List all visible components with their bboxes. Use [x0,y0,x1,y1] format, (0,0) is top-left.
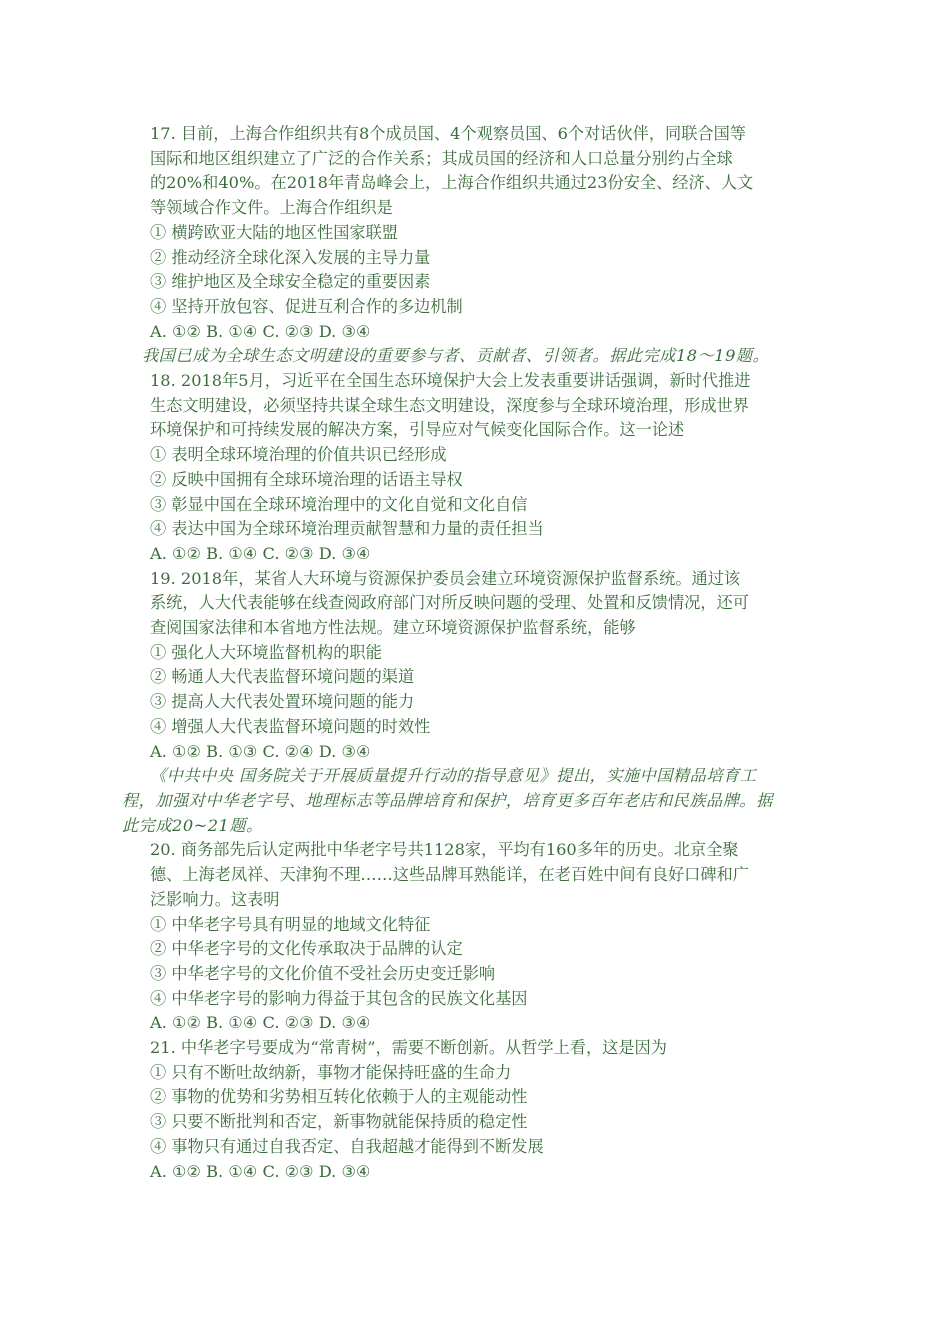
option-4: ④ 事物只有通过自我否定、自我超越才能得到不断发展 [150,1136,544,1156]
option-3: ③ 中华老字号的文化价值不受社会历史变迁影响 [150,963,496,983]
document-page [122,122,818,1184]
option-3: ③ 彰显中国在全球环境治理中的文化自觉和文化自信 [150,494,528,514]
option-3: ③ 提高人大代表处置环境问题的能力 [150,692,415,712]
question-17 [150,122,818,344]
question-21 [150,1036,818,1184]
option-3: ③ 维护地区及全球安全稳定的重要因素 [150,272,431,292]
option-1: ① 横跨欧亚大陆的地区性国家联盟 [150,222,398,242]
answer-choices: A. ①② B. ①④ C. ②③ D. ③④ [150,321,371,341]
question-stem-line: 17. 目前，上海合作组织共有8个成员国、4个观察员国、6个对话伙伴，同联合国等 [150,124,746,143]
intro-line: 《中共中央 国务院关于开展质量提升行动的指导意见》提出，实施中国精品培育工 [150,766,757,786]
answer-choices: A. ①② B. ①④ C. ②③ D. ③④ [150,543,371,563]
option-3: ③ 只要不断批判和否定，新事物就能保持质的稳定性 [150,1112,528,1132]
answer-choices: A. ①② B. ①③ C. ②④ D. ③④ [150,741,371,761]
option-1: ① 中华老字号具有明显的地域文化特征 [150,914,431,934]
question-stem-line: 查阅国家法律和本省地方性法规。建立环境资源保护监督系统，能够 [150,618,636,638]
option-2: ② 反映中国拥有全球环境治理的话语主导权 [150,469,463,489]
question-stem-line: 的20%和40%。在2018年青岛峰会上，上海合作组织共通过23份安全、经济、人文 [150,173,754,193]
intro-line: 此完成20~21题。 [122,815,263,835]
question-stem-line: 德、上海老凤祥、天津狗不理……这些品牌耳熟能详，在老百姓中间有良好口碑和广 [150,865,749,885]
question-stem-line: 等领域合作文件。上海合作组织是 [150,198,393,218]
section-intro-18-19: 我国已成为全球生态文明建设的重要参与者、贡献者、引领者。据此完成18～19题。 [142,346,770,366]
question-stem-line: 泛影响力。这表明 [150,889,280,909]
question-stem-line: 18. 2018年5月，习近平在全国生态环境保护大会上发表重要讲话强调，新时代推进 [150,371,751,391]
answer-choices: A. ①② B. ①④ C. ②③ D. ③④ [150,1013,371,1033]
option-2: ② 事物的优势和劣势相互转化依赖于人的主观能动性 [150,1087,528,1107]
question-stem-line: 环境保护和可持续发展的解决方案，引导应对气候变化国际合作。这一论述 [150,420,685,440]
question-19 [150,567,818,765]
question-stem-line: 生态文明建设，必须坚持共谋全球生态文明建设，深度参与全球环境治理，形成世界 [150,395,749,415]
answer-choices: A. ①② B. ①④ C. ②③ D. ③④ [150,1161,371,1181]
option-4: ④ 表达中国为全球环境治理贡献智慧和力量的责任担当 [150,519,544,539]
option-2: ② 中华老字号的文化传承取决于品牌的认定 [150,939,463,959]
question-18 [150,369,818,567]
question-stem-line: 21. 中华老字号要成为“常青树”，需要不断创新。从哲学上看，这是因为 [150,1038,667,1058]
section-intro-20-21 [122,764,818,838]
question-stem-line: 国际和地区组织建立了广泛的合作关系；其成员国的经济和人口总量分别约占全球 [150,148,733,168]
question-20 [150,838,818,1036]
question-stem-line: 系统，人大代表能够在线查阅政府部门对所反映问题的受理、处置和反馈情况，还可 [150,593,749,613]
option-4: ④ 中华老字号的影响力得益于其包含的民族文化基因 [150,988,528,1008]
option-4: ④ 增强人大代表监督环境问题的时效性 [150,716,431,736]
option-1: ① 强化人大环境监督机构的职能 [150,642,382,662]
option-1: ① 只有不断吐故纳新，事物才能保持旺盛的生命力 [150,1062,512,1082]
question-stem-line: 20. 商务部先后认定两批中华老字号共1128家，平均有160多年的历史。北京全聚 [150,840,739,860]
option-1: ① 表明全球环境治理的价值共识已经形成 [150,445,447,465]
option-2: ② 畅通人大代表监督环境问题的渠道 [150,667,415,687]
intro-line: 程，加强对中华老字号、地理标志等品牌培育和保护，培育更多百年老店和民族品牌。据 [122,790,773,810]
option-2: ② 推动经济全球化深入发展的主导力量 [150,247,431,267]
option-4: ④ 坚持开放包容、促进互利合作的多边机制 [150,296,463,316]
question-stem-line: 19. 2018年，某省人大环境与资源保护委员会建立环境资源保护监督系统。通过该 [150,568,741,588]
